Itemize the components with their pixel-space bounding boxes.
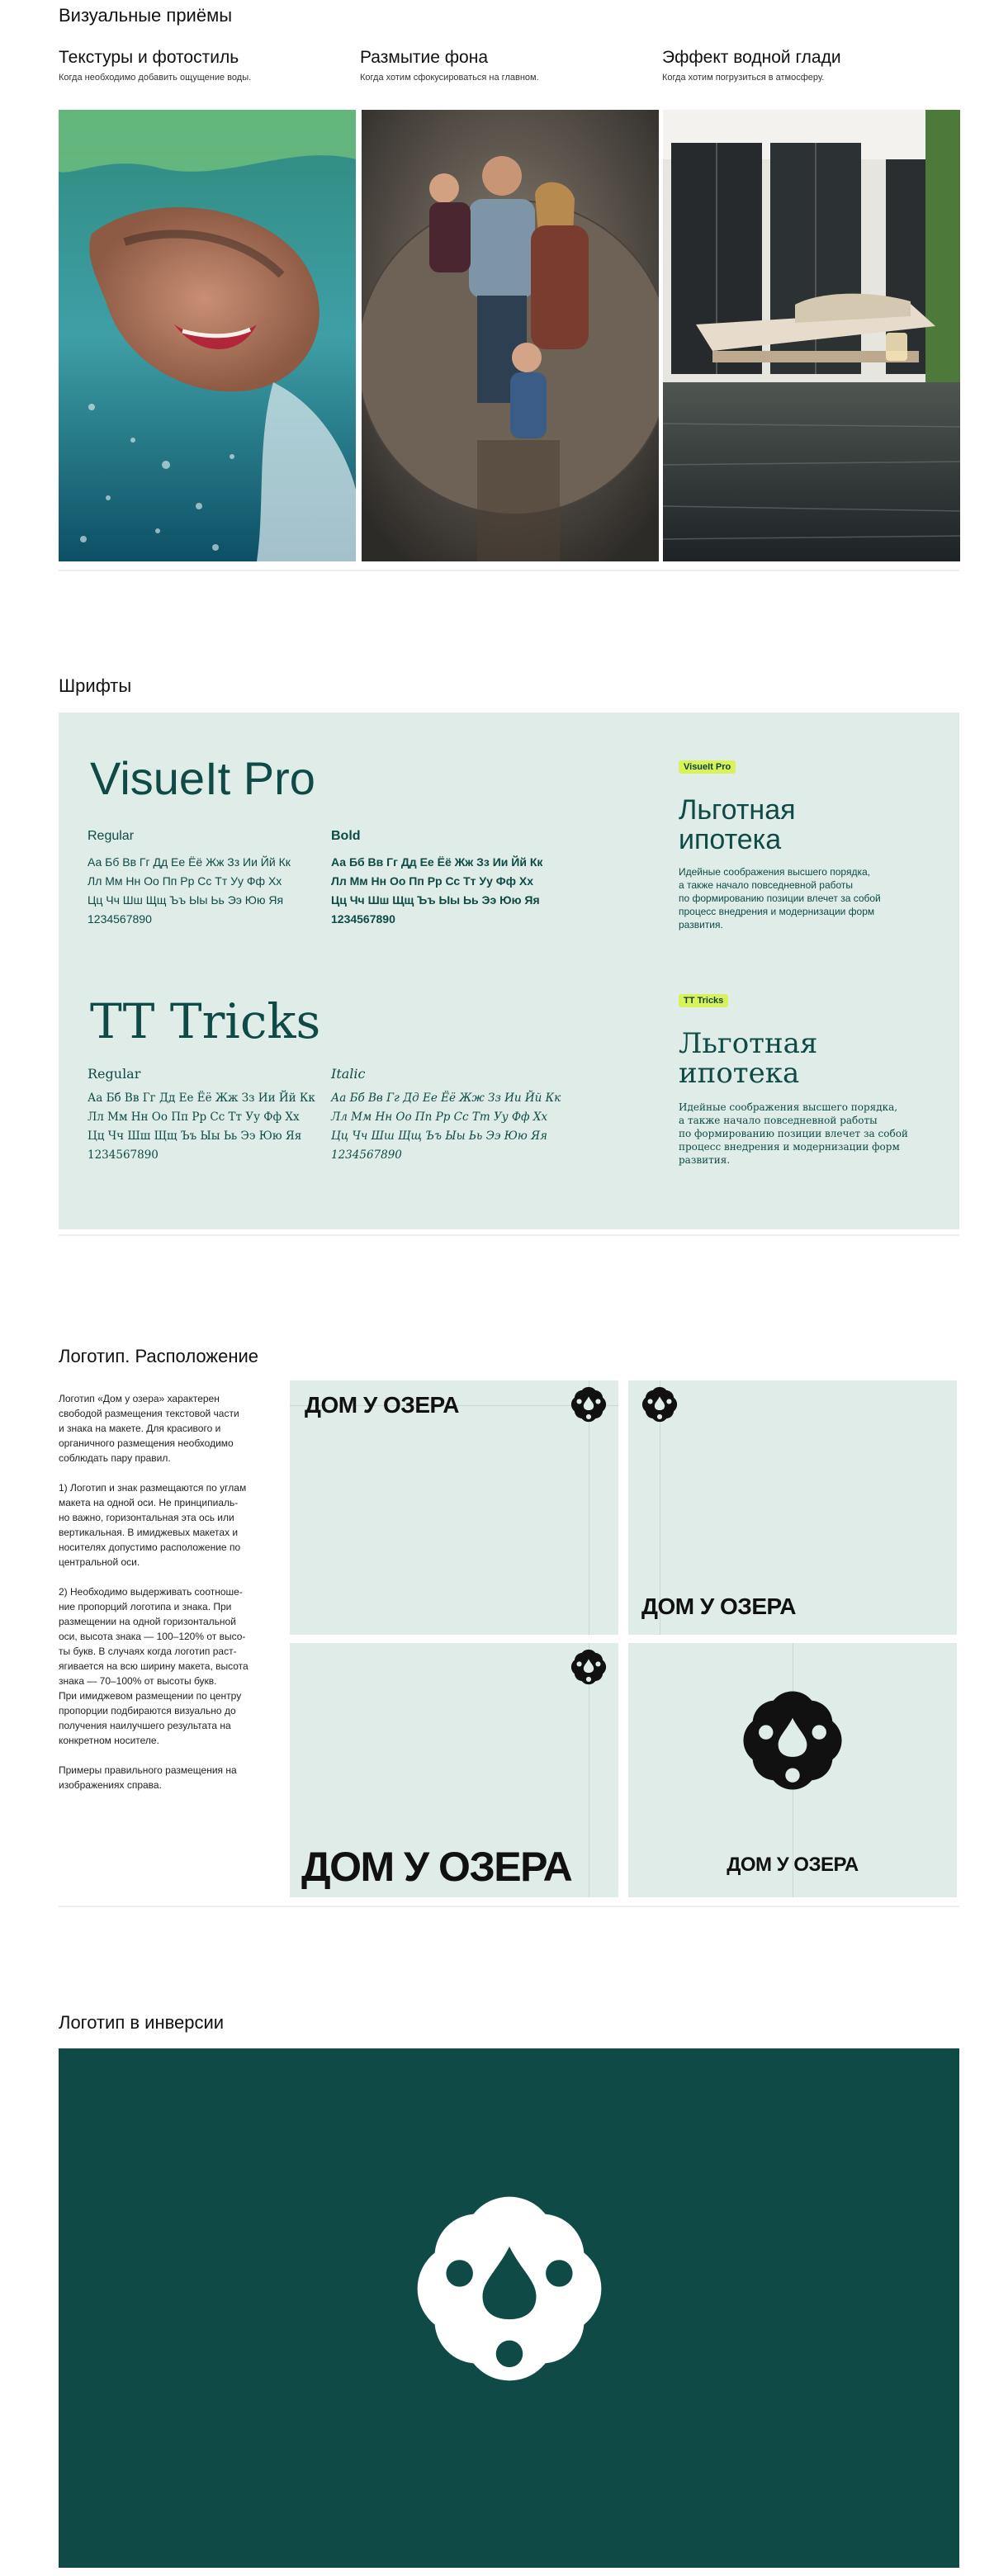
visual-section-title: Визуальные приёмы [59,5,233,26]
font2-regular-glyphs: Аа Бб Вв Гг Дд Ее Ёё Жж Зз Ии Йй Кк Лл Мм Нн Оо Пп Рр Сс Тт Уу Фф Хх Цц Чч Шш Щщ Ъъ Ыы Ьь Ээ Юю Яя 1234567890 [88,1091,315,1162]
logo-tile-centered [628,1643,957,1897]
font2-badge: TT Tricks [679,994,728,1007]
fonts-section-title: Шрифты [59,675,132,696]
font1-sample-text: Идейные соображения высшего порядка, а также начало повседневной работы по формированию позиции влечет за собой процесс внедрения и модернизации форм развития. [679,866,881,930]
logo-tile-full-width [290,1643,618,1897]
logo-place-title: Логотип. Расположение [59,1346,259,1366]
photo-woman-in-water [59,110,356,561]
wordmark: ДОМ У ОЗЕРА [305,1392,459,1418]
section-divider [59,570,959,571]
photo-family-blur [362,110,659,561]
font2-italic-label: Italic [331,1066,366,1082]
water-desc: Когда хотим погрузиться в атмосферу. [662,73,825,83]
texture-desc: Когда необходимо добавить ощущение воды. [59,73,252,83]
blur-title: Размытие фона [360,48,489,67]
font1-regular-label: Regular [88,829,135,843]
font1-name: VisueIt Pro [90,752,315,804]
water-title: Эффект водной глади [662,48,841,67]
blur-desc: Когда хотим сфокусироваться на главном. [360,73,539,83]
logo-tile-top-corners [290,1380,618,1635]
section-divider [59,1906,959,1907]
logo-place-text: Логотип «Дом у озера» характерен свободой размещения текстовой части и знака на макете. Для красивого и органичного размещения необходимо соблюдать пару правил. 1) Логотип и знак размещаются по углам макета на одной оси. Не принципиаль- но важно, горизонтальная эта ось или вертикальная. В имиджевых макетах и носителях допустимо расположение по центральной оси. 2) Необходимо выдерживать соотноше- ние пропорций логотипа и знака. При размещении на одной горизонтальной оси, высота знака — 100–120% от высо- ты букв. В случаях когда логотип раст- ягивается на всю ширину макета, высота знака — 70–100% от высоты букв. При имиджевом размещении по центру пропорции подбираются визуально до получения наилучшего результата на конкретном носителе. Примеры правильного размещения на изображениях справа. [59,1393,248,1791]
logo-mark-icon [741,1689,844,1792]
photo-pool-loungers [663,110,960,561]
font1-bold-label: Bold [331,829,361,843]
fonts-panel [59,713,959,1229]
font2-italic-glyphs: Аа Бб Вв Гг Дд Ее Ёё Жж Зз Ии Йй Кк Лл Мм Нн Оо Пп Рр Сс Тт Уу Фф Хх Цц Чч Шш Щщ Ъъ Ыы Ьь Ээ Юю Яя 1234567890 [331,1091,561,1162]
font2-sample-text: Идейные соображения высшего порядка, а также начало повседневной работы по формированию позиции влечет за собой процесс внедрения и модернизации форм развития. [679,1101,908,1166]
logo-mark-icon [641,1386,678,1423]
wordmark: ДОМ У ОЗЕРА [301,1844,572,1890]
font1-regular-glyphs: Аа Бб Вв Гг Дд Ее Ёё Жж Зз Ии Йй Кк Лл Мм Нн Оо Пп Рр Сс Тт Уу Фф Хх Цц Чч Шш Щщ Ъъ Ыы Ьь Ээ Юю Яя 1234567890 [88,855,291,926]
texture-title: Текстуры и фотостиль [59,48,239,67]
wordmark: ДОМ У ОЗЕРА [727,1854,859,1876]
logo-mark-inverse-icon [414,2193,605,2384]
section-divider [59,1234,959,1236]
font2-name: TT Tricks [90,993,321,1049]
font2-regular-label: Regular [88,1066,141,1082]
font1-badge: VisueIt Pro [679,760,736,774]
font2-sample-title: Льготная ипотека [679,1027,818,1090]
logo-tile-vertical-axis [628,1380,957,1635]
font1-bold-glyphs: Аа Бб Вв Гг Дд Ее Ёё Жж Зз Ии Йй Кк Лл Мм Нн Оо Пп Рр Сс Тт Уу Фф Хх Цц Чч Шш Щщ Ъъ Ыы Ьь Ээ Юю Яя 1234567890 [331,855,543,926]
logo-mark-icon [570,1649,607,1685]
wordmark: ДОМ У ОЗЕРА [641,1593,796,1619]
logo-inverse-panel [59,2048,959,2568]
logo-mark-icon [570,1386,607,1423]
font1-sample-title: Льготная ипотека [679,794,796,855]
logo-inverse-title: Логотип в инверсии [59,2012,225,2033]
